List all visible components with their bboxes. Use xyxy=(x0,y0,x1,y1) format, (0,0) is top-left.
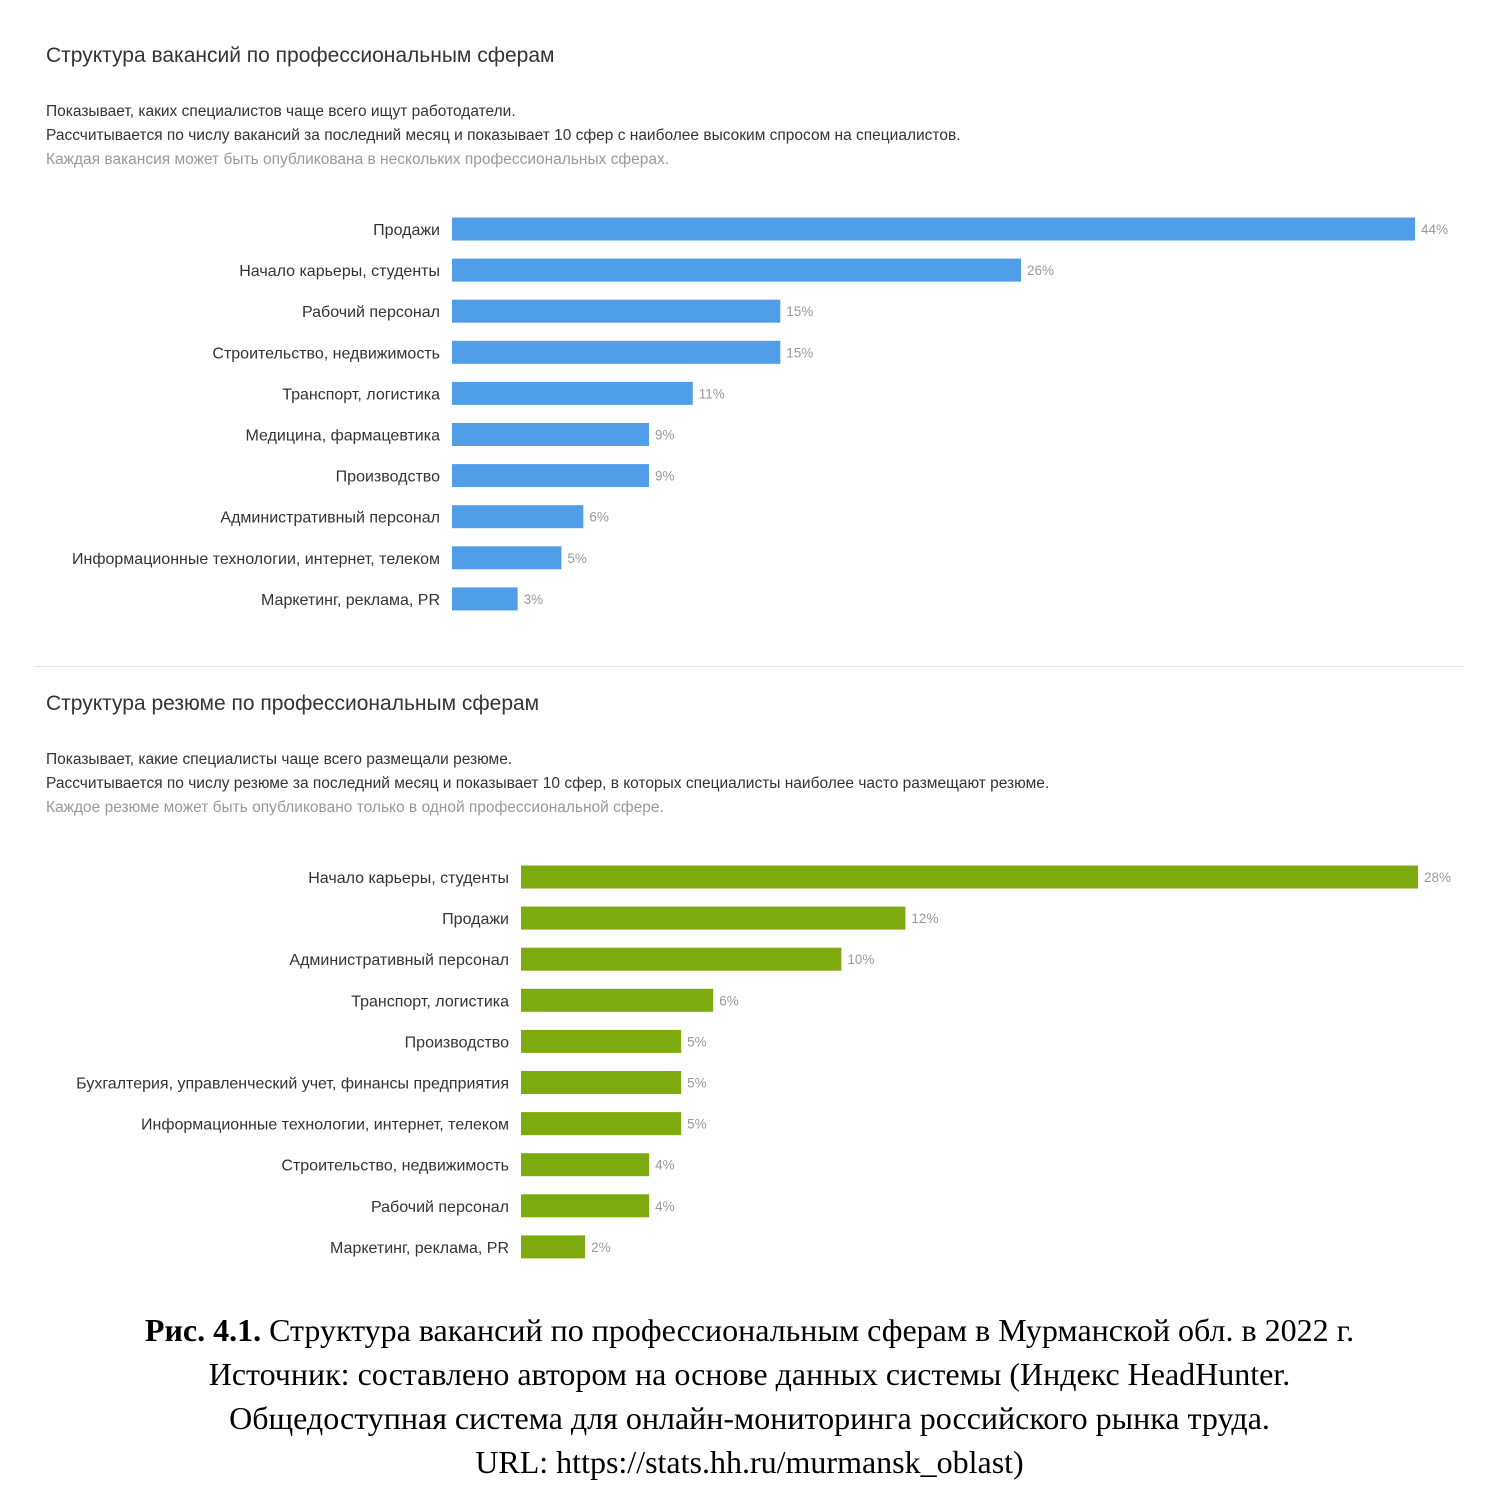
value-label: 15% xyxy=(786,304,814,320)
category-label: Строительство, недвижимость xyxy=(281,1157,509,1175)
vacancies-bar-chart xyxy=(0,200,1499,630)
value-label: 2% xyxy=(591,1239,611,1255)
resumes-desc-line2: Рассчитывается по числу резюме за последний месяц и показывает 10 сфер, в которых специалисты наиболее часто размещают резюме. xyxy=(46,775,1050,792)
value-label: 15% xyxy=(786,345,814,361)
value-label: 26% xyxy=(1027,263,1055,279)
value-label: 5% xyxy=(687,1116,707,1132)
bar xyxy=(452,505,583,528)
category-label: Административный персонал xyxy=(220,509,440,527)
resumes-desc-line1: Показывает, какие специалисты чаще всего размещали резюме. xyxy=(46,751,513,768)
resumes-bar-chart xyxy=(0,848,1499,1278)
caption-line1: Структура вакансий по профессиональным сферам в Мурманской обл. в 2022 г. xyxy=(261,1312,1355,1348)
value-label: 9% xyxy=(654,468,675,484)
value-label: 6% xyxy=(589,509,609,525)
category-label: Производство xyxy=(335,468,440,486)
value-label: 3% xyxy=(523,591,544,607)
value-label: 4% xyxy=(655,1157,675,1173)
resumes-panel xyxy=(0,668,1499,1288)
vacancies-description xyxy=(46,100,961,172)
resumes-title: Структура резюме по профессиональным сферам xyxy=(46,692,540,715)
value-label: 6% xyxy=(719,993,739,1009)
category-label: Рабочий персонал xyxy=(301,304,440,322)
bar xyxy=(452,341,780,364)
bar xyxy=(452,464,649,487)
bar xyxy=(521,1235,585,1258)
bar xyxy=(521,989,713,1012)
vacancies-desc-line2: Рассчитывается по числу вакансий за последний месяц и показывает 10 сфер с наиболее высоким спросом на специалистов. xyxy=(46,127,961,144)
value-label: 12% xyxy=(911,911,939,927)
caption-figure-number: Рис. 4.1. xyxy=(144,1312,262,1348)
value-label: 44% xyxy=(1421,222,1449,237)
category-label: Маркетинг, реклама, PR xyxy=(261,591,440,609)
bar xyxy=(452,382,693,405)
bar xyxy=(521,1030,681,1053)
bar xyxy=(452,259,1021,282)
category-label: Административный персонал xyxy=(289,952,509,970)
category-label: Продажи xyxy=(442,911,509,929)
category-label: Транспорт, логистика xyxy=(282,386,440,404)
category-label: Рабочий персонал xyxy=(370,1198,509,1216)
vacancies-desc-line1: Показывает, каких специалистов чаще всего ищут работодатели. xyxy=(46,103,516,120)
vacancies-desc-note: Каждая вакансия может быть опубликована в нескольких профессиональных сферах. xyxy=(46,151,670,168)
category-label: Начало карьеры, студенты xyxy=(308,870,509,887)
caption-line4: URL: https://stats.hh.ru/murmansk_oblast) xyxy=(475,1444,1024,1480)
value-label: 11% xyxy=(698,386,725,402)
bar xyxy=(521,1153,649,1176)
bar xyxy=(521,1194,649,1217)
resumes-desc-note: Каждое резюме может быть опубликовано только в одной профессиональной сфере. xyxy=(46,799,664,816)
category-label: Медицина, фармацевтика xyxy=(245,427,440,445)
value-label: 5% xyxy=(687,1034,707,1050)
bar xyxy=(521,866,1418,889)
category-label: Информационные технологии, интернет, телеком xyxy=(72,550,440,568)
section-divider xyxy=(34,666,1464,667)
bar xyxy=(452,587,518,610)
caption-line3: Общедоступная система для онлайн-мониторинга российского рынка труда. xyxy=(229,1400,1270,1436)
value-label: 28% xyxy=(1424,870,1452,885)
category-label: Бухгалтерия, управленческий учет, финансы предприятия xyxy=(76,1075,509,1093)
vacancies-panel xyxy=(0,0,1499,660)
value-label: 9% xyxy=(654,427,675,443)
bar xyxy=(452,546,561,569)
value-label: 5% xyxy=(687,1075,707,1091)
vacancies-title: Структура вакансий по профессиональным сферам xyxy=(46,44,555,67)
value-label: 10% xyxy=(847,952,875,968)
category-label: Производство xyxy=(404,1034,509,1052)
category-label: Строительство, недвижимость xyxy=(212,345,440,363)
bar xyxy=(452,218,1415,241)
caption-line2: Источник: составлено автором на основе данных системы (Индекс HeadHunter. xyxy=(208,1356,1291,1392)
bar xyxy=(452,300,780,323)
bar xyxy=(521,907,905,930)
resumes-description xyxy=(46,748,1049,820)
value-label: 4% xyxy=(655,1198,675,1214)
bar xyxy=(521,948,841,971)
category-label: Начало карьеры, студенты xyxy=(239,263,440,281)
bar xyxy=(521,1071,681,1094)
category-label: Маркетинг, реклама, PR xyxy=(330,1239,509,1257)
category-label: Информационные технологии, интернет, телеком xyxy=(141,1116,509,1134)
bar xyxy=(521,1112,681,1135)
value-label: 5% xyxy=(567,550,587,566)
bar xyxy=(452,423,649,446)
category-label: Продажи xyxy=(373,222,440,239)
category-label: Транспорт, логистика xyxy=(351,993,509,1011)
figure-caption xyxy=(0,1308,1499,1484)
